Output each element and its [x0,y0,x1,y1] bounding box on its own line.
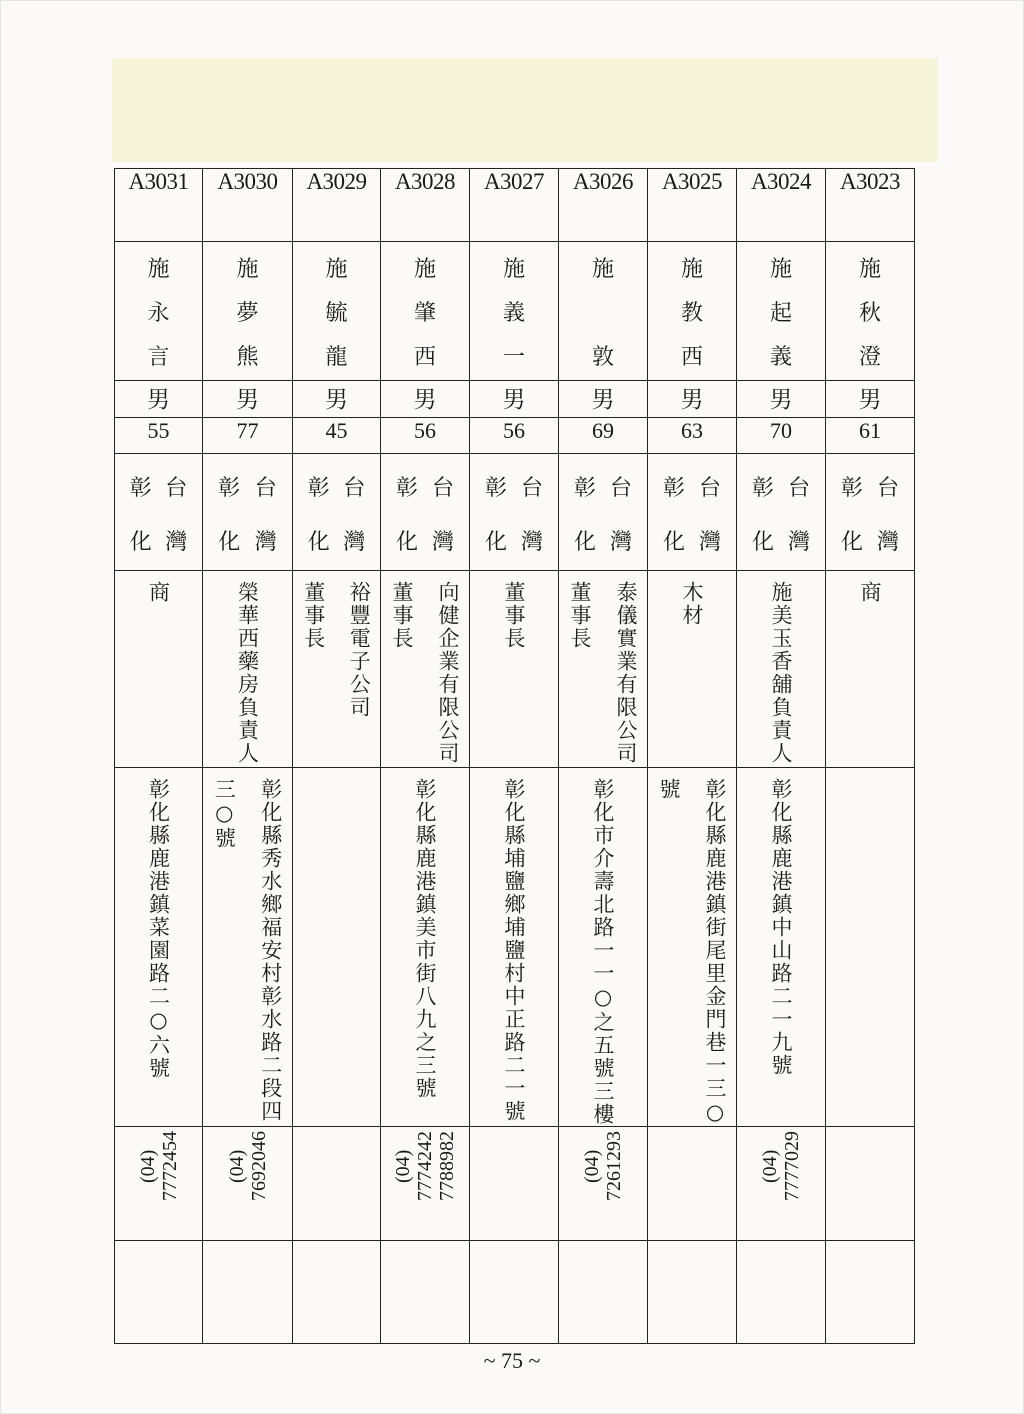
gender-cell [648,381,737,418]
origin-county [396,462,418,570]
origin-region [877,462,899,570]
age: 55 [147,418,170,443]
remarks-cell [115,1241,203,1344]
name-char: 熊 [236,345,259,370]
record-id-cell [559,169,648,242]
occupation-cell [115,571,203,768]
record-id-cell [826,169,915,242]
name-char: 義 [502,301,525,326]
occupation-text [381,571,469,768]
name-vertical [737,242,825,380]
origin-county [485,462,507,570]
address-cell [381,768,470,1127]
page-number: ~ 75 ~ [483,1348,541,1373]
phone-text [470,1127,558,1131]
gender: 男 [413,387,437,413]
origin-char: 彰 [484,476,507,501]
name-char: 施 [502,257,525,282]
origin-county [218,462,240,570]
age-cell [470,418,559,454]
phone-cell [737,1127,826,1241]
phone-line: (04) [581,1149,603,1183]
address-text [381,768,469,1127]
occupation-line: 施美玉香舖負責人 [769,581,793,765]
address-cell [293,768,381,1127]
age-cell [203,418,293,454]
phone-line: 7261293 [603,1131,625,1201]
record-id-cell [293,169,381,242]
occupation-text [115,571,202,768]
record-id: A3023 [839,169,901,194]
origin-text [648,454,736,570]
origin-char: 彰 [307,476,330,501]
address-text [470,768,558,1127]
occupation-text [203,571,292,768]
phone-cell [203,1127,293,1241]
name-char: 敦 [591,345,614,370]
origin-char: 彰 [751,476,774,501]
origin-char: 台 [520,476,543,501]
name-char: 肇 [413,301,436,326]
address-cell [559,768,648,1127]
origin-char: 台 [343,476,366,501]
name-cell [737,242,826,381]
remarks-cell [470,1241,559,1344]
origin-cell [470,454,559,571]
origin-text [826,454,914,570]
gender: 男 [680,387,704,413]
name-vertical [648,242,736,380]
occupation-cell [648,571,737,768]
phone-text [648,1127,736,1131]
origin-char: 彰 [395,476,418,501]
phone-cell [293,1127,381,1241]
occupation-text [559,571,647,768]
name-vertical [293,242,380,380]
gender: 男 [325,387,348,413]
occupation-text [470,571,558,768]
occupation-line: 董事長 [502,581,526,650]
gender-cell [115,381,203,418]
address-text [293,768,380,1127]
origin-county [308,462,330,570]
origin-text [203,454,292,570]
occupation-cell [381,571,470,768]
remarks-cell [293,1241,381,1344]
name-char: 施 [147,257,170,282]
age-cell [648,418,737,454]
occupation-line: 裕豐電子公司 [347,581,372,719]
origin-text [293,454,380,570]
occupation-line: 榮華西藥房負責人 [235,581,260,765]
age: 61 [859,418,881,443]
phone-text [203,1127,292,1201]
origin-region [432,462,454,570]
phone-line: (04) [392,1149,414,1183]
origin-char: 化 [307,530,330,555]
origin-cell [293,454,381,571]
origin-region [343,462,365,570]
gender: 男 [769,387,793,413]
address-text [559,768,647,1127]
origin-region [521,462,543,570]
record-id-cell [203,169,293,242]
origin-char: 台 [698,476,721,501]
name-cell [115,242,203,381]
gender-cell [826,381,915,418]
name-vertical [381,242,469,380]
occupation-line: 泰儀實業有限公司 [614,581,638,765]
address-cell [737,768,826,1127]
name-char: 施 [591,257,614,282]
phone-line: 7692046 [247,1131,270,1201]
address-text [648,768,736,1127]
occupation-line: 商 [858,581,882,604]
name-cell [826,242,915,381]
record-id: A3024 [750,169,812,194]
occupation-cell [203,571,293,768]
phone-text [737,1127,825,1201]
address-line: 彰化縣埔鹽鄉埔鹽村中正路二一號 [502,778,526,1123]
occupation-text [826,571,914,768]
origin-char: 灣 [787,530,810,555]
address-cell [470,768,559,1127]
name-char: 教 [680,301,703,326]
record-id: A3027 [483,169,545,194]
name-char: 澄 [858,345,881,370]
origin-cell [115,454,203,571]
origin-char: 台 [787,476,810,501]
name-cell [648,242,737,381]
origin-char: 台 [609,476,632,501]
record-id: A3030 [217,169,278,194]
origin-char: 灣 [876,530,899,555]
address-line: 彰化縣鹿港鎮街尾里金門巷一三○ [703,778,727,1126]
name-vertical [826,242,914,380]
gender-cell [293,381,381,418]
gender: 男 [236,387,259,413]
phone-line: 7772454 [158,1131,181,1201]
origin-char: 灣 [431,530,454,555]
origin-char: 彰 [129,476,152,501]
name-char: 毓 [325,301,348,326]
age: 77 [236,418,259,443]
occupation-text [737,571,825,768]
origin-cell [381,454,470,571]
origin-county [574,462,596,570]
origin-char: 台 [254,476,277,501]
origin-cell [826,454,915,571]
origin-char: 化 [395,530,418,555]
origin-char: 台 [876,476,899,501]
member-roster-table [114,168,915,1344]
origin-text [381,454,469,570]
address-cell [826,768,915,1127]
origin-cell [737,454,826,571]
gender-cell [559,381,648,418]
address-cell [115,768,203,1127]
remarks-cell [203,1241,293,1344]
name-char: 西 [413,345,436,370]
gender-cell [203,381,293,418]
name-cell [293,242,381,381]
origin-region [610,462,632,570]
name-vertical [203,242,292,380]
address-line: 彰化縣秀水鄉福安村彰水路二段四 [258,778,283,1123]
address-text [115,768,202,1127]
phone-text [293,1127,380,1131]
name-char: 言 [147,345,170,370]
name-char: 夢 [236,301,259,326]
gender: 男 [591,387,615,413]
address-line: 彰化縣鹿港鎮菜園路二○六號 [146,778,171,1080]
origin-char: 彰 [662,476,685,501]
origin-char: 灣 [254,530,277,555]
record-id-cell [115,169,203,242]
origin-char: 台 [431,476,454,501]
occupation-line: 董事長 [568,581,592,650]
origin-char: 彰 [573,476,596,501]
name-char: 施 [413,257,436,282]
address-line: 號 [657,778,681,801]
address-line: 彰化縣鹿港鎮美市街八九之三號 [413,778,437,1100]
name-vertical [115,242,202,380]
gender: 男 [858,387,882,413]
remarks-cell [826,1241,915,1344]
origin-char: 灣 [609,530,632,555]
origin-char: 灣 [698,530,721,555]
age-cell [559,418,648,454]
record-id: A3025 [661,169,723,194]
gender: 男 [502,387,526,413]
occupation-text [293,571,380,768]
occupation-cell [470,571,559,768]
age-cell [826,418,915,454]
phone-cell [470,1127,559,1241]
record-id-cell [470,169,559,242]
name-cell [381,242,470,381]
occupation-line: 木材 [680,581,704,627]
origin-text [115,454,202,570]
address-cell [648,768,737,1127]
header-highlight-block [112,58,938,162]
remarks-cell [737,1241,826,1344]
name-char: 施 [680,257,703,282]
age: 56 [503,418,525,443]
origin-region [699,462,721,570]
remarks-cell [381,1241,470,1344]
gender-cell [381,381,470,418]
name-char: 秋 [858,301,881,326]
origin-county [752,462,774,570]
phone-line: (04) [136,1149,159,1183]
age-cell [115,418,203,454]
address-line: 彰化市介壽北路一一○之五號三樓 [591,778,615,1126]
origin-county [841,462,863,570]
name-char: 西 [680,345,703,370]
address-text [203,768,292,1127]
name-char: 施 [769,257,792,282]
origin-char: 灣 [343,530,366,555]
remarks-cell [559,1241,648,1344]
record-id-cell [737,169,826,242]
gender: 男 [147,387,170,413]
occupation-text [648,571,736,768]
origin-char: 化 [129,530,152,555]
origin-county [663,462,685,570]
record-id: A3029 [306,169,367,194]
origin-region [788,462,810,570]
origin-char: 灣 [520,530,543,555]
origin-char: 台 [165,476,188,501]
address-line: 三○號 [212,778,237,850]
address-line: 彰化縣鹿港鎮中山路二一九號 [769,778,793,1077]
name-cell [203,242,293,381]
origin-char: 彰 [218,476,241,501]
phone-line: (04) [225,1149,248,1183]
origin-char: 化 [840,530,863,555]
name-char: 永 [147,301,170,326]
address-text [826,768,914,1127]
origin-region [165,462,187,570]
phone-cell [381,1127,470,1241]
origin-char: 彰 [840,476,863,501]
age-cell [381,418,470,454]
origin-char: 化 [751,530,774,555]
name-char: 施 [325,257,348,282]
name-cell [470,242,559,381]
origin-text [737,454,825,570]
age: 63 [681,418,703,443]
name-char: 施 [858,257,881,282]
occupation-cell [826,571,915,768]
origin-char: 化 [662,530,685,555]
origin-county [130,462,152,570]
name-char: 義 [769,345,792,370]
name-char: 龍 [325,345,348,370]
phone-line: 7788982 [436,1131,458,1201]
origin-cell [559,454,648,571]
origin-char: 化 [484,530,507,555]
phone-cell [826,1127,915,1241]
origin-char: 化 [218,530,241,555]
origin-cell [648,454,737,571]
record-id: A3026 [572,169,634,194]
address-text [737,768,825,1127]
name-cell [559,242,648,381]
occupation-line: 董事長 [390,581,414,650]
origin-text [470,454,558,570]
age: 56 [414,418,436,443]
origin-region [255,462,277,570]
phone-cell [648,1127,737,1241]
age: 70 [770,418,792,443]
remarks-cell [648,1241,737,1344]
origin-char: 灣 [165,530,188,555]
name-vertical [470,242,558,380]
age-cell [737,418,826,454]
gender-cell [737,381,826,418]
occupation-cell [293,571,381,768]
occupation-line: 商 [146,581,171,604]
origin-text [559,454,647,570]
phone-cell [559,1127,648,1241]
age-cell [293,418,381,454]
name-char: 施 [236,257,259,282]
phone-text [115,1127,202,1201]
occupation-line: 向健企業有限公司 [436,581,460,765]
address-cell [203,768,293,1127]
occupation-cell [737,571,826,768]
phone-line: 7777029 [781,1131,803,1201]
phone-text [381,1127,469,1201]
phone-cell [115,1127,203,1241]
record-id: A3031 [128,169,189,194]
gender-cell [470,381,559,418]
phone-line: 7774242 [414,1131,436,1201]
phone-line: (04) [759,1149,781,1183]
record-id-cell [381,169,470,242]
origin-char: 化 [573,530,596,555]
record-id-cell [648,169,737,242]
age: 69 [592,418,614,443]
occupation-cell [559,571,648,768]
name-vertical [559,242,647,380]
origin-cell [203,454,293,571]
record-id: A3028 [394,169,456,194]
phone-text [559,1127,647,1201]
age: 45 [325,418,348,443]
phone-text [826,1127,914,1131]
name-char: 一 [502,345,525,370]
name-char: 起 [769,301,792,326]
occupation-line: 董事長 [301,581,326,650]
